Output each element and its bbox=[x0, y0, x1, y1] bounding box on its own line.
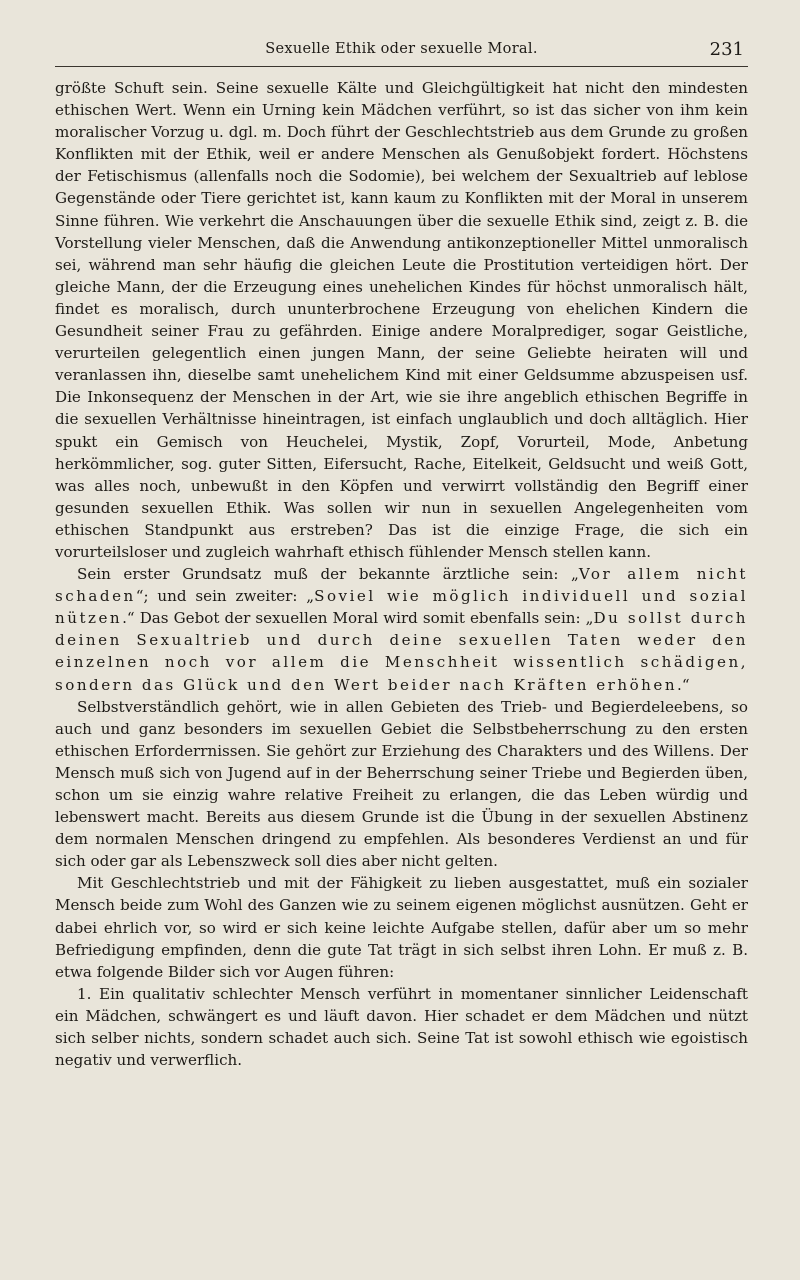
text-run: “; und sein zweiter: „ bbox=[135, 587, 315, 606]
paragraph-4 bbox=[55, 872, 748, 982]
text-run: Mit Geschlechtstrieb und mit der Fähigkeit zu lieben ausgestattet, muß ein sozialer Mensch beide zum Wohl des Ganzen wie zu seinem eigenen möglichst ausnützen. Geht er dabei ehrlich vor, so wird er sich keine leichte Aufgabe stellen, dafür aber um so mehr Befriedigung empfinden, denn die gute Tat trägt in sich selbst ihren Lohn. Er muß z. B. etwa folgende Bilder sich vor Augen führen: bbox=[55, 874, 748, 981]
text-run: Selbstverständlich gehört, wie in allen Gebieten des Trieb- und Begierdeleebens, so auch und ganz besonders im sexuellen Gebiet die Selbstbeherrschung zu den ersten ethischen Erforderrnissen. Sie gehört zur Erziehung des Charakters und des Willens. Der Mensch muß sich von Jugend auf in der Beherrschung seiner Triebe und Begierden üben, schon um sie einzig wahre relative Freiheit zu erlangen, die das Leben würdig und lebenswert macht. Bereits aus diesem Grunde ist die Übung in der sexuellen Abstinenz dem normalen Menschen dringend zu empfehlen. Als besonderes Verdienst an und für sich oder gar als Lebenszweck soll dies aber nicht gelten. bbox=[55, 697, 748, 871]
spaced-text-run: Vor allem nicht schaden bbox=[55, 565, 748, 606]
text-run: .“ Das Gebot der sexuellen Moral wird somit ebenfalls sein: „ bbox=[122, 609, 594, 628]
running-title: Sexuelle Ethik oder sexuelle Moral. bbox=[265, 41, 538, 57]
paragraph-1 bbox=[55, 77, 748, 563]
text-run: größte Schuft sein. Seine sexuelle Kälte und Gleichgültigkeit hat nicht den mindesten ethischen Wert. Wenn ein Urning kein Mädchen verführt, so ist das sicher von ihm kein moralischer Vorzug u. dgl. m. Doch führt der Geschlechtstrieb aus dem Grunde zu großen Konflikten mit der Ethik, weil er andere Menschen als Genußobjekt fordert. Höchstens der Fetischismus (allenfalls noch die Sodomie), bei welchem der Sexualtrieb auf leblose Gegenstände oder Tiere gerichtet ist, kann kaum zu Konflikten mit der Moral in unserem Sinne führen. Wie verkehrt die Anschauungen über die sexuelle Ethik sind, zeigt z. B. die Vorstellung vieler Menschen, daß die Anwendung antikonzeptioneller Mittel unmoralisch sei, während man sehr häufig die gleichen Leute die Prostitution verteidigen hört. Der gleiche Mann, der die Erzeugung eines unehelichen Kindes für höchst unmoralisch hält, findet es moralisch, durch ununterbrochene Erzeugung von ehelichen Kindern die Gesundheit seiner Frau zu gefährden. Einige andere Moralprediger, sogar Geistliche, verurteilen gelegentlich einen jungen Mann, der seine Geliebte heiraten will und veranlassen ihn, dieselbe samt unehelichem Kind mit einer Geldsumme abzuspeisen usf. Die Inkonsequenz der Menschen in der Art, wie sie ihre angeblich ethischen Begriffe in die sexuellen Verhältnisse hineintragen, ist einfach unglaublich und doch alltäglich. Hier spukt ein Gemisch von Heuchelei, Mystik, Zopf, Vorurteil, Mode, Anbetung herkömmlicher, sog. guter Sitten, Eifersucht, Rache, Eitelkeit, Geldsucht und weiß Gott, was alles noch, unbewußt in den Köpfen und verwirrt vollständig den Begriff einer gesunden sexuellen Ethik. Was sollen wir nun in sexuellen Angelegenheiten vom ethischen Standpunkt aus erstreben? Das ist die einzige Frage, die sich ein vorurteilsloser und zugleich wahrhaft ethisch fühlender Mensch stellen kann. bbox=[55, 79, 748, 561]
page-number: 231 bbox=[709, 39, 744, 60]
text-run: 1. Ein qualitativ schlechter Mensch verführt in momentaner sinnlicher Leidenschaft ein Mädchen, schwängert es und läuft davon. Hier schadet er dem Mädchen und nützt sich selber nichts, sondern schadet auch sich. Seine Tat ist sowohl ethisch wie egoistisch negativ und verwerflich. bbox=[55, 984, 748, 1070]
text-run: .“ bbox=[677, 675, 690, 694]
paragraph-3 bbox=[55, 696, 748, 873]
page-header bbox=[55, 40, 748, 67]
numbered-item-1 bbox=[55, 983, 748, 1071]
text-run: Sein erster Grundsatz muß der bekannte ärztliche sein: „ bbox=[77, 565, 579, 584]
spaced-text-run: Du sollst durch deinen Sexualtrieb und durch deine sexuellen Taten weder den einzelnen noch vor allem die Menschheit wissentlich schädigen, sondern das Glück und den Wert beider nach Kräften erhöhen bbox=[55, 609, 749, 694]
spaced-text-run: Soviel wie möglich individuell und sozial nützen bbox=[55, 587, 748, 628]
paragraph-2 bbox=[55, 563, 748, 696]
body-text bbox=[55, 77, 748, 1071]
